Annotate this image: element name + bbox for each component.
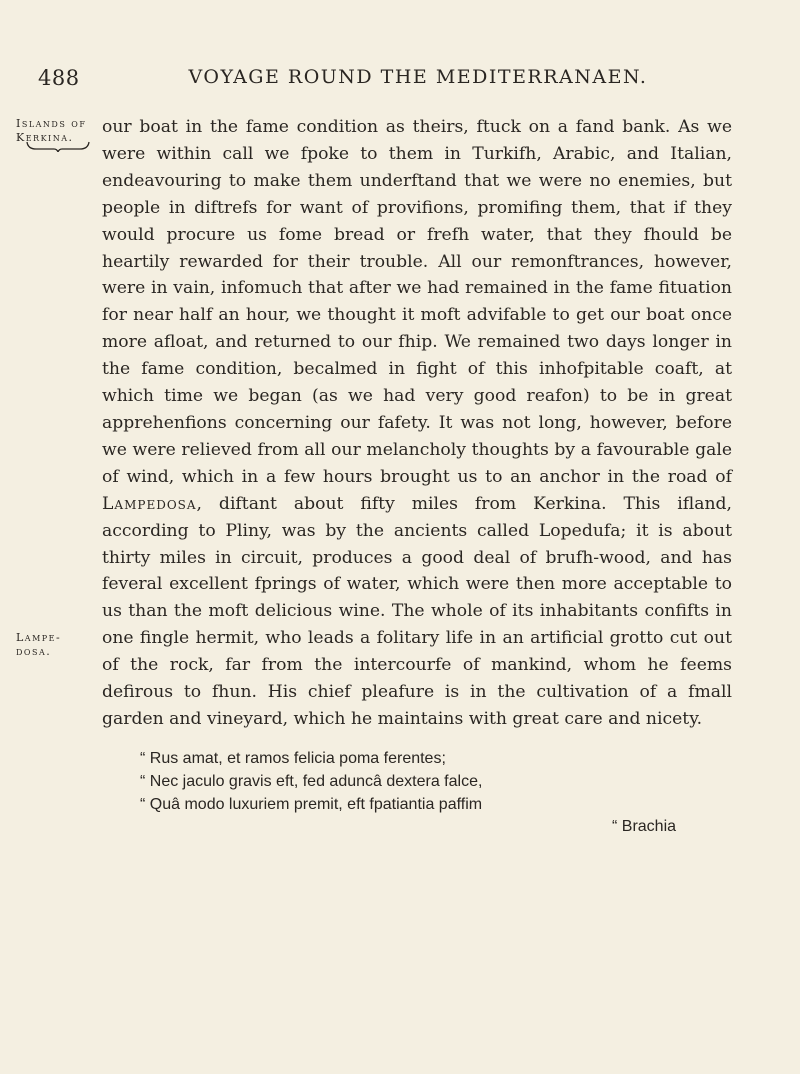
paragraph-text-part2: , diftant about fifty miles from Kerkina. This ifland, according to Pliny, was by the ancients called Lopedufa; it is about thirty miles in circuit, produces a good deal of brufh-wood, and has feveral excellent fprings of water, which were then more acceptable to us than the moft delicious wine. The whole of its inhabitants confifts in one fingle hermit, who leads a folitary life in an artificial grotto cut out of the rock, far from the intercourfe of mankind, whom he feems defirous to fhun. His chief pleafure is in the cultivation of a fmall garden and vineyard, which he maintains with great care and nicety.: [102, 493, 732, 729]
latin-verse: [140, 747, 740, 816]
page-number: 488: [38, 66, 80, 90]
catchword: “ Brachia: [612, 818, 677, 835]
body-text: [102, 114, 732, 733]
margin-note-islands-line1: Islands of: [16, 117, 87, 130]
running-head: VOYAGE ROUND THE MEDITERRANAEN.: [188, 66, 648, 88]
brace-mark: [26, 140, 90, 152]
verse-line: “ Rus amat, et ramos felicia poma ferentes;: [140, 750, 446, 767]
main-paragraph: [102, 114, 732, 733]
paragraph-text-part1: our boat in the fame condition as theirs, ftuck on a fand bank. As we were within call we fpoke to them in Turkifh, Arabic, and Italian, endeavouring to make them underftand that we were no enemies, but people in diftrefs for want of provifions, promifing them, that if they would procure us fome bread or frefh water, that they fhould be heartily rewarded for their trouble. All our remonftrances, however, were in vain, infomuch that after we had remained in the fame fituation for near half an hour, we thought it moft advifable to get our boat once more afloat, and returned to our fhip. We remained two days longer in the fame condition, becalmed in fight of this inhofpitable coaft, at which time we began (as we had very good reafon) to be in great apprehenfions concerning our fafety. It was not long, however, before we were relieved from all our melancholy thoughts by a favourable gale of wind, which in a few hours brought us to an anchor in the road of: [102, 117, 732, 487]
margin-note-lampedosa-line2: dosa.: [16, 645, 52, 658]
verse-line: “ Nec jaculo gravis eft, fed aduncâ dextera falce,: [140, 773, 483, 790]
margin-note-lampedosa-line1: Lampe-: [16, 631, 62, 644]
margin-note-islands-line2: Kerkina.: [16, 131, 74, 144]
verse-line: “ Quâ modo luxuriem premit, eft fpatiantia paffim: [140, 796, 483, 813]
margin-note-lampedosa: [16, 631, 100, 659]
place-name-lampedosa: Lampedosa: [102, 493, 197, 514]
page-header: [38, 66, 758, 106]
